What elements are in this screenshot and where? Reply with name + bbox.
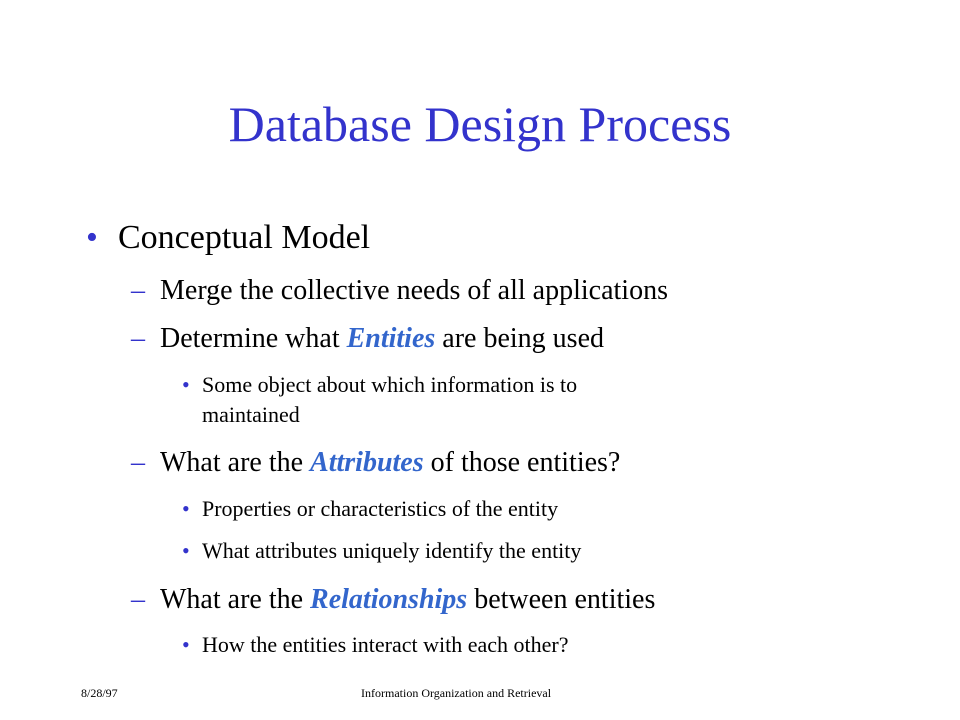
bullet-icon: • xyxy=(182,632,190,657)
term-relationships: Relationships xyxy=(310,584,468,615)
footer-date: 8/28/97 xyxy=(81,686,118,700)
sub-bullet-attributes-before: What are the xyxy=(160,447,311,478)
footer-course-title: Information Organization and Retrieval xyxy=(361,686,552,700)
sub-bullet-relationships-after: between entities xyxy=(467,584,656,615)
sub-bullet-merge-needs: Merge the collective needs of all applications xyxy=(160,275,668,306)
detail-entity-interaction: How the entities interact with each other? xyxy=(202,632,569,657)
bullet-icon: • xyxy=(182,538,190,563)
term-entities: Entities xyxy=(346,323,436,354)
detail-properties: Properties or characteristics of the entity xyxy=(202,496,559,521)
sub-bullet-relationships xyxy=(160,583,655,617)
term-attributes: Attributes xyxy=(310,447,424,478)
sub-bullet-entities xyxy=(160,322,604,356)
sub-bullet-relationships-before: What are the xyxy=(160,584,311,615)
sub-bullet-entities-after: are being used xyxy=(435,323,605,354)
bullet-conceptual-model: Conceptual Model xyxy=(118,219,371,256)
sub-bullet-attributes xyxy=(160,446,620,480)
dash-icon: – xyxy=(131,584,145,615)
detail-unique-attributes: What attributes uniquely identify the entity xyxy=(202,538,582,563)
bullet-icon: • xyxy=(182,372,190,397)
bullet-icon: • xyxy=(86,219,98,256)
detail-entity-definition-line2: maintained xyxy=(202,402,300,427)
sub-bullet-attributes-after: of those entities? xyxy=(423,447,621,478)
dash-icon: – xyxy=(131,447,145,478)
bullet-icon: • xyxy=(182,496,190,521)
dash-icon: – xyxy=(131,323,145,354)
slide-title: Database Design Process xyxy=(228,96,732,152)
dash-icon: – xyxy=(131,275,145,306)
sub-bullet-entities-before: Determine what xyxy=(160,323,347,354)
detail-entity-definition-line1: Some object about which information is to xyxy=(202,372,578,397)
